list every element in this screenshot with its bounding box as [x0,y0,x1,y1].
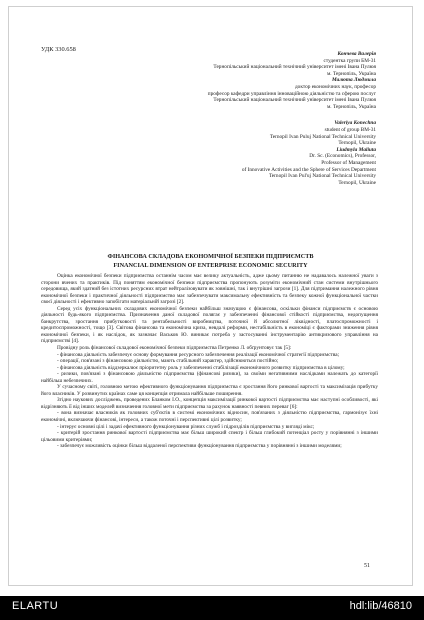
author-name: Liudmyla Maliuta [336,146,376,153]
author-line: професор кафедри управління інноваційною діяльністю та сферою послуг [207,90,376,97]
list-item: - ризики, пов'язані з фінансовою діяльністю підприємства (фінансові ризики), за своїми негативними наслідками належать до категорії найбільш небезпечних. [41,371,378,384]
author-name: Малюта Людмила [331,77,376,84]
author-uk-2 [56,77,376,110]
author-line: м. Тернопіль, Україна [326,103,376,110]
list-item: - операції, пов'язані з фінансовою діяльністю, мають стабільний характер, здійснюються постійно; [57,358,279,365]
list-item: - фінансова діяльність забезпечує основу формування ресурсного забезпечення реалізації економічної стратегії підприємства; [57,351,340,358]
author-line: Professor of Management [321,159,376,166]
author-line: студентка групи БМ-31 [323,57,376,64]
author-line: Ternopil Ivan Pul'uj National Technical University [268,173,376,180]
repository-name: ELARTU [12,600,59,612]
paragraph: Згідно наукових досліджень, проведених Бланком І.О., концепція максимізації ринкової вартості підприємства має наступні особливості, які відрізняють її від інших моделей визначення головної мети підприємства за рахунок наявності певних переваг [6]: [41,397,378,410]
list-item: - вона визначає власників як головних суб'єктів в системі економічних відносин, пов'язаних з діяльністю підприємства, гармонізує їхні економічні, включаючи фінансові, інтереси, а також поточні і перспективні цілі розвитку; [41,410,378,424]
author-name: Кончева Валерія [337,51,376,57]
paper-body [41,273,378,450]
title-en: FINANCIAL DIMENSION OF ENTERPRISE ECONOMIC SECURITY [113,262,308,269]
title-uk: ФІНАНСОВА СКЛАДОВА ЕКОНОМІЧНОЇ БЕЗПЕКИ ПІДПРИЄМСТВ [107,253,314,260]
author-line: Ternopil, Ukraine [338,179,376,186]
author-block [56,51,376,186]
author-uk-1 [56,51,376,77]
author-line: м. Тернопіль, Україна [326,70,376,77]
document-page [8,6,413,586]
author-line: Dr. Sc. (Economics), Professor, [309,153,376,160]
author-line: доктор економічних наук, професор [294,83,376,90]
page-number: 51 [364,563,370,569]
paragraph: Оцінка економічної безпеки підприємства останнім часом має велику актуальність, адже цьому питанню не надавалось належної уваги з сторони вчених та практиків. Під поняттям економічної безпеки підприємства пропонують розуміти економічний стан системи внутрішнього середовища, який здатний без істотних ресурсних втрат нейтралізовувати як зовнішні, так і внутрішні загрози [1]. Для підтримання належного рівня економічної безпеки і практичної діяльності підприємство має забезпечувати максимальну ефективність та безпеку кожної функціональної частки своєї діяльності і ефективно запобігати матеріальній загрозі [2]. [41,273,378,306]
paper-titles [41,252,380,270]
repository-footer [0,596,424,620]
author-line: of Innovative Activities and the Sphere of Services Department [241,166,376,173]
paragraph: Провідну роль фінансової складової економічної безпеки підприємства Петренко Л. обґрунтовує так [5]: [57,345,292,352]
author-line: Тернопільський національний технічний університет імені Івана Пулюя [213,64,376,71]
list-item: - фінансова діяльність віддзеркалює пріоритетну роль у забезпеченні стабілізації економічного розвитку підприємства в цілому; [57,364,345,371]
author-line: student of group BM-31 [324,126,376,133]
list-item: - забезпечує можливість оцінки більш віддаленої перспективи функціонування підприємства у порівнянні з іншими моделями; [57,443,342,450]
list-item: - критерій зростання ринкової вартості підприємства має більш широкий спектр і більш глибокий потенціал росту у порівнянні з іншими цільовими критеріями; [41,430,378,443]
author-name: Valeriya Konechna [334,120,376,127]
udc-code: УДК 330.658 [41,46,76,53]
list-item: - інтерує основні цілі і задачі ефективного функціонування різних служб і підрозділів підприємства у вигляді мікс; [57,423,315,430]
author-line: Ternopil, Ukraine [338,140,376,147]
author-en-1 [56,120,376,146]
handle-link[interactable]: hdl:lib/46810 [349,600,412,612]
paragraph: Серед усіх функціональних складових економічної безпеки найбільш значущою є фінансова, оскільки фінанси підприємств є основою діяльності будь-якого підприємства. Призначення даної складової полягає у забезпеченні фінансової стійкості підприємства, недопущення банкрутства, зростання прибутковості та рентабельності виробництва, поточної й абсолютної ліквідності, платоспроможності і кредитоспроможності, тощо [3]. Світова фінансова та економічна криза, невдалі реформи, нестабільність в економіці є факторами зниження рівня економічної безпеки, і як наслідок, як зазначає Васьков Ю. виникає потреба у застосуванні інструментарію антикризового управління на підприємстві [4]. [41,305,378,345]
author-line: Ternopil Ivan Puluj National Technical University [269,133,376,140]
paragraph: У сучасному світі, головною метою ефективного функціонування підприємства є зростання його ринкової вартості та максимізація прибутку його власників. У розвинутих країнах саме ця концепція отримала найбільше поширення. [41,384,378,397]
author-en-2 [56,147,376,187]
author-line: Тернопільський національний технічний університет імені Івана Пулюя [213,97,376,104]
